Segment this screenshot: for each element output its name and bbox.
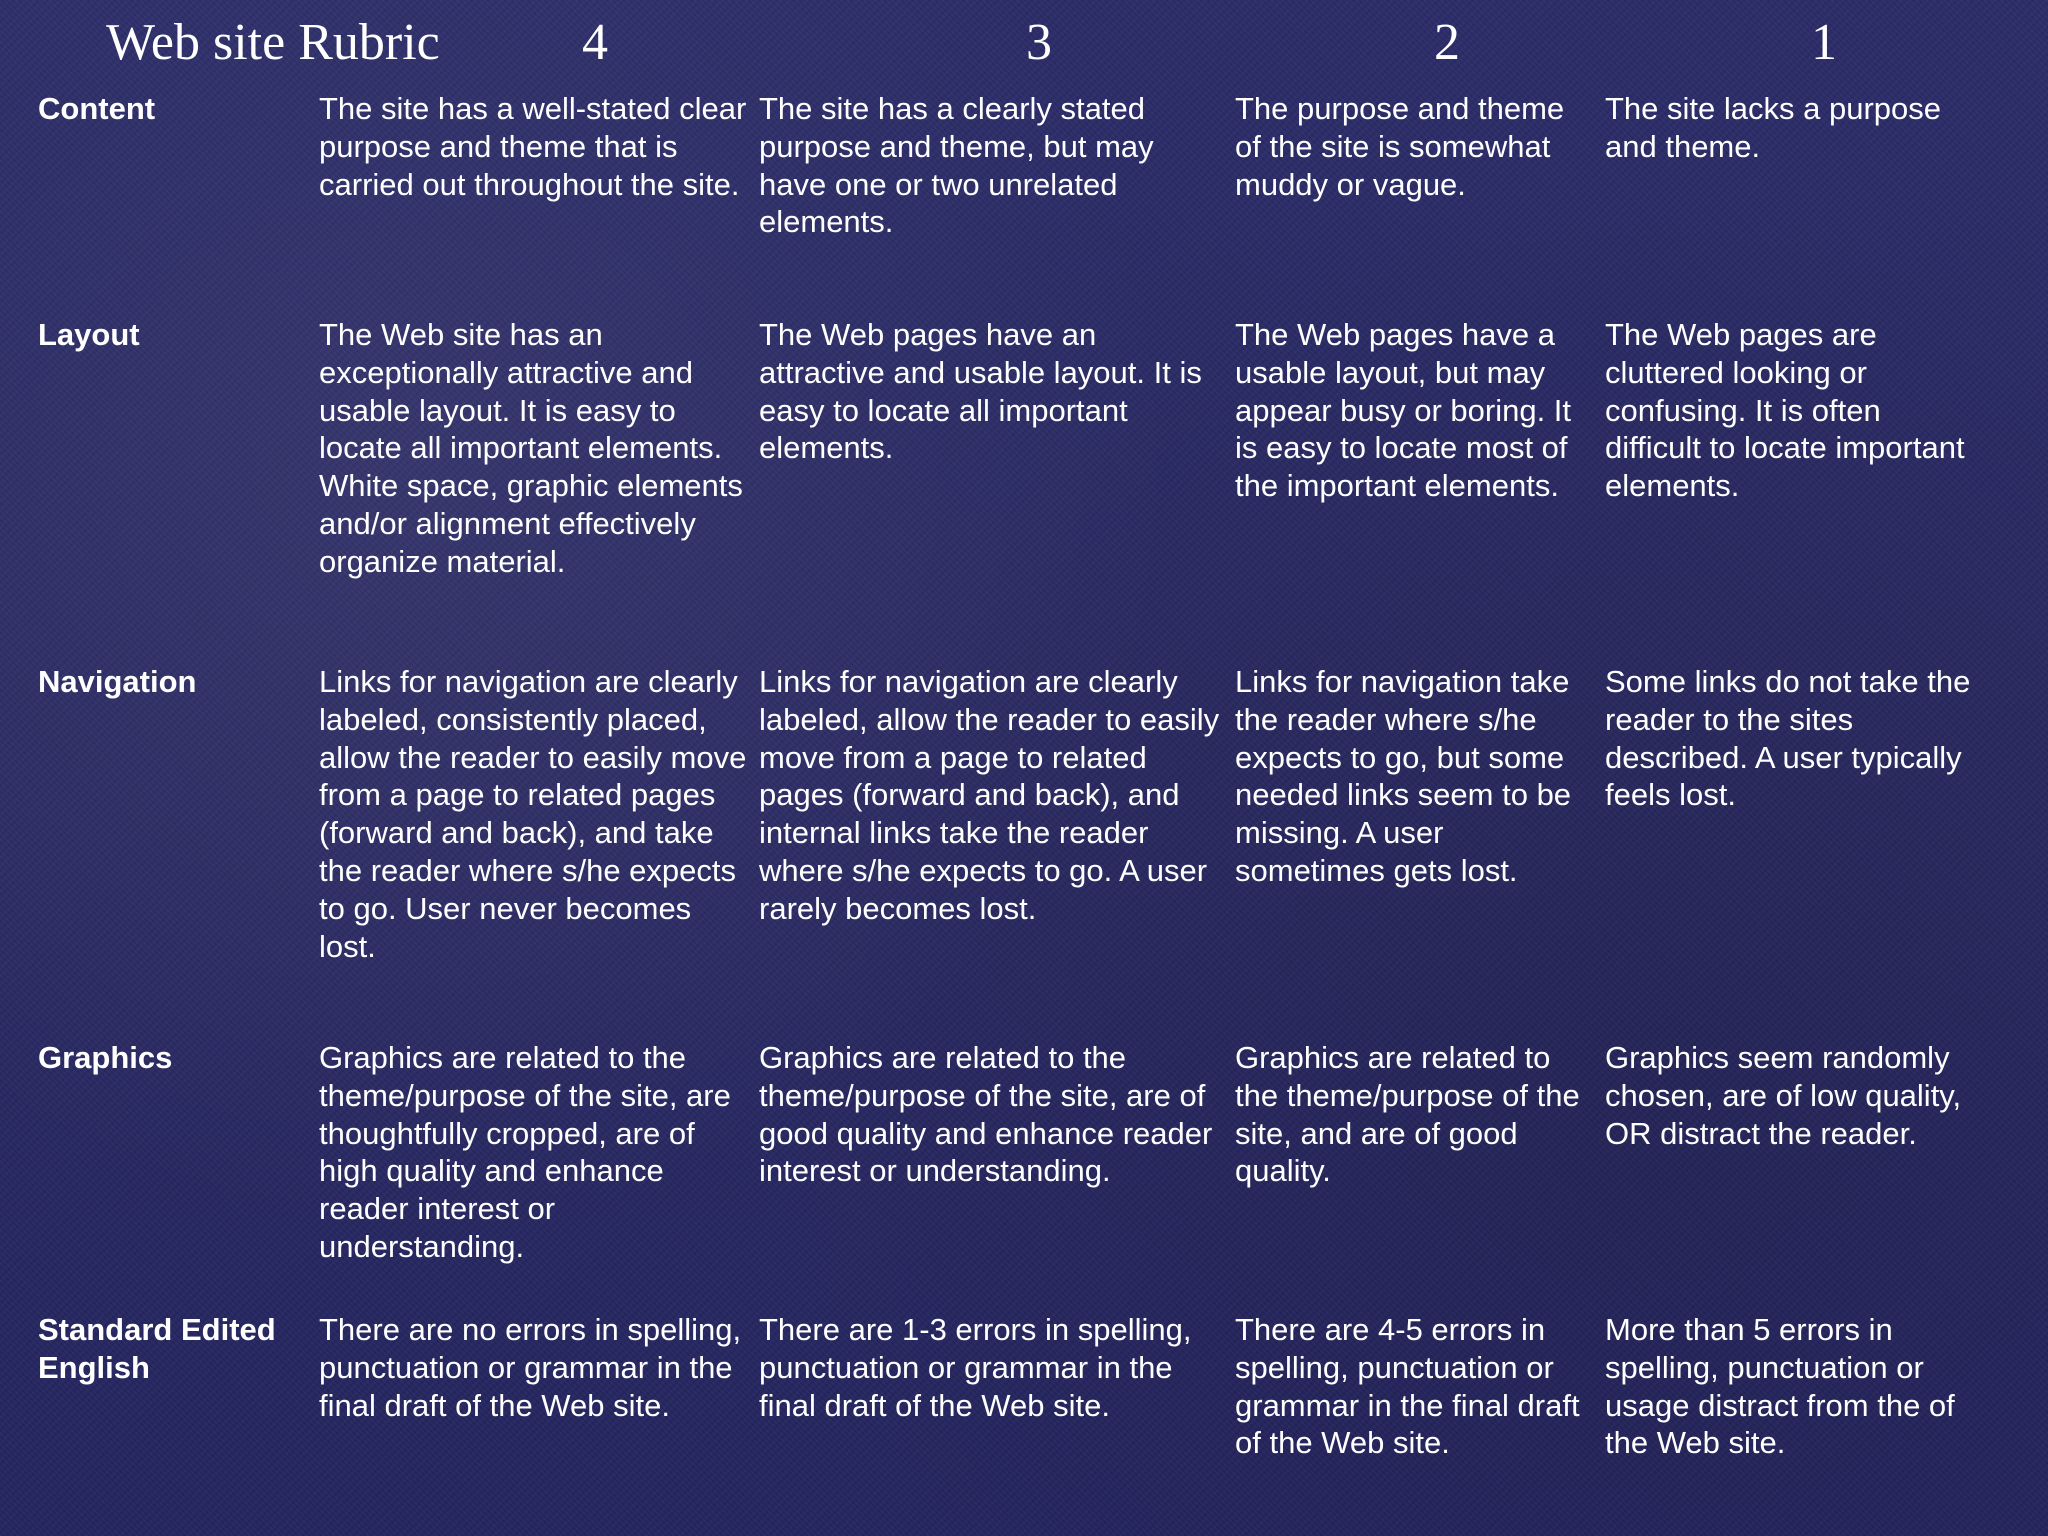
level-2-heading: 2	[1434, 14, 1460, 71]
level-3-cell: The Web pages have an attractive and usable layout. It is easy to locate all important elements.	[759, 317, 1202, 466]
criterion-label: Standard Edited English	[38, 1312, 276, 1385]
level-1-cell: More than 5 errors in spelling, punctuation or usage distract from the of the Web site.	[1605, 1312, 1955, 1461]
level-2-cell: Links for navigation take the reader where s/he expects to go, but some needed links seem to be missing. A user sometimes gets lost.	[1235, 664, 1572, 888]
level-1-cell: Some links do not take the reader to the sites described. A user typically feels lost.	[1605, 664, 1971, 813]
level-2-cell: The Web pages have a usable layout, but may appear busy or boring. It is easy to locate most of the important elements.	[1235, 317, 1572, 504]
level-3-cell: The site has a clearly stated purpose and theme, but may have one or two unrelated elements.	[759, 91, 1154, 240]
level-1-cell: The Web pages are cluttered looking or confusing. It is often difficult to locate important elements.	[1605, 317, 1965, 504]
level-2-cell: There are 4-5 errors in spelling, punctuation or grammar in the final draft of the Web site.	[1235, 1312, 1580, 1461]
level-3-cell: Links for navigation are clearly labeled, allow the reader to easily move from a page to related pages (forward and back), and internal links take the reader where s/he expects to go. A user rarely becomes lost.	[759, 664, 1220, 926]
criterion-label: Graphics	[38, 1040, 173, 1075]
level-4-cell: Links for navigation are clearly labeled, consistently placed, allow the reader to easily move from a page to related pages (forward and back), and take the reader where s/he expects to go. User never becomes lost.	[319, 664, 747, 964]
level-1-heading: 1	[1811, 14, 1837, 71]
level-3-heading: 3	[1026, 14, 1052, 71]
level-2-cell: Graphics are related to the theme/purpose of the site, and are of good quality.	[1235, 1040, 1580, 1189]
criterion-label: Navigation	[38, 664, 197, 699]
level-4-cell: There are no errors in spelling, punctuation or grammar in the final draft of the Web site.	[319, 1312, 742, 1423]
level-3-cell: Graphics are related to the theme/purpose of the site, are of good quality and enhance reader interest or understanding.	[759, 1040, 1213, 1189]
rubric-header	[0, 8, 2048, 78]
rubric-title: Web site Rubric	[106, 14, 440, 71]
level-1-cell: Graphics seem randomly chosen, are of low quality, OR distract the reader.	[1605, 1040, 1962, 1151]
level-4-cell: The site has a well-stated clear purpose and theme that is carried out throughout the site.	[319, 91, 747, 202]
level-3-cell: There are 1-3 errors in spelling, punctuation or grammar in the final draft of the Web site.	[759, 1312, 1192, 1423]
level-4-cell: The Web site has an exceptionally attractive and usable layout. It is easy to locate all important elements. White space, graphic elements and/or alignment effectively organize material.	[319, 317, 743, 579]
level-4-cell: Graphics are related to the theme/purpose of the site, are thoughtfully cropped, are of high quality and enhance reader interest or understanding.	[319, 1040, 731, 1264]
level-2-cell: The purpose and theme of the site is somewhat muddy or vague.	[1235, 91, 1565, 202]
level-1-cell: The site lacks a purpose and theme.	[1605, 91, 1942, 164]
criterion-label: Content	[38, 91, 156, 126]
level-4-heading: 4	[582, 14, 608, 71]
criterion-label: Layout	[38, 317, 140, 352]
